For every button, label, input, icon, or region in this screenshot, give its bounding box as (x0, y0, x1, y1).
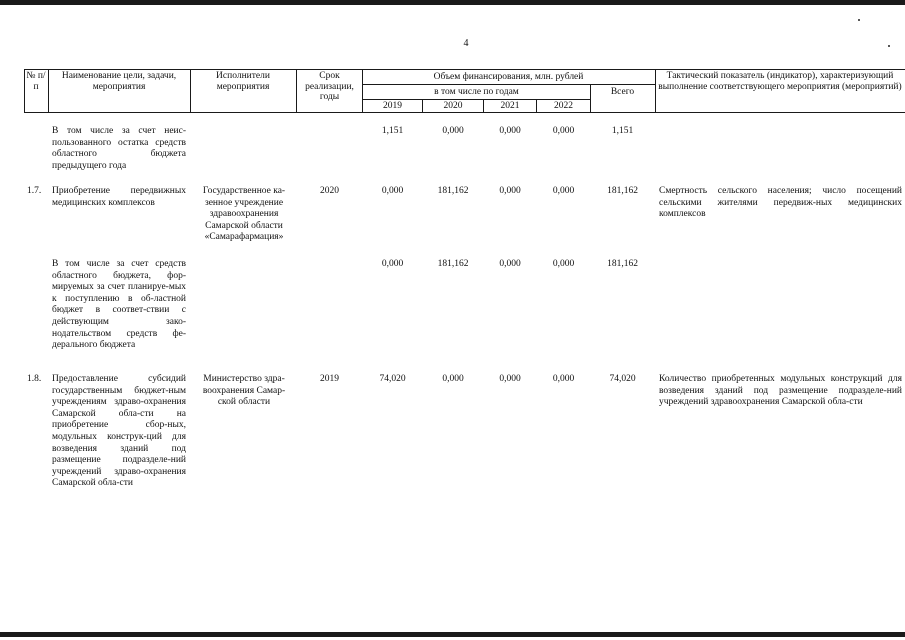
row-total: 181,162 (607, 186, 638, 196)
header-indicator: Тактический показатель (индикатор), характеризующий выполнение соответствующего мероприятия (мероприятий) (658, 71, 902, 92)
row-number: 1.8. (27, 374, 42, 384)
header-term: Срок реализации, годы (305, 71, 354, 102)
row-value-2019: 1,151 (381, 126, 404, 136)
row-value-2020: 181,162 (437, 259, 469, 269)
row-value-2021: 0,000 (499, 186, 521, 196)
row-total: 1,151 (611, 126, 634, 136)
funding-sub-line (362, 84, 655, 85)
page-number: 4 (463, 38, 469, 49)
row-indicator: Количество приобретенных модульных конструкций для возведения зданий под размещение подразделе-ний учреждений здравоохранения Самарской обла-сти (659, 374, 902, 408)
row-value-2020: 0,000 (442, 126, 464, 136)
row-number: 1.7. (27, 186, 42, 196)
row-total: 74,020 (609, 374, 636, 384)
header-bottom-line (24, 112, 905, 113)
row-value-2021: 0,000 (499, 374, 521, 384)
row-total: 181,162 (607, 259, 638, 269)
row-term: 2019 (320, 374, 339, 384)
grid-vline (655, 69, 656, 112)
bottom-border (0, 632, 905, 637)
row-value-2020: 0,000 (442, 374, 464, 384)
row-value-2019: 0,000 (381, 186, 404, 196)
row-executor: Министерство здра-воохранения Самар-ской области (202, 374, 286, 408)
header-year-2019: 2019 (383, 101, 402, 111)
top-border (0, 0, 905, 5)
row-value-2021: 0,000 (499, 126, 521, 136)
row-value-2022: 0,000 (552, 186, 575, 196)
row-name: В том числе за счет средств областного бюджета, фор-мируемых за счет планируе-мых к поступлению в об-ластной бюджет в соответ-ствии с действующим зако-нодательством средств фе-дерального бюджета (52, 259, 186, 351)
header-funding: Объем финансирования, млн. рублей (433, 72, 584, 82)
row-name: Предоставление субсидий государственным бюджет-ным учреждениям здраво-охранения Самарской обла-сти на приобретение сбор-ных, модульных конструк-ций для возведения зданий под размещение подразделе-ний учреждений здраво-охранения Самарской обла-сти (52, 374, 186, 489)
grid-vline (48, 69, 49, 112)
row-value-2022: 0,000 (552, 374, 575, 384)
row-term: 2020 (320, 186, 339, 196)
header-year-2020: 2020 (443, 101, 463, 111)
row-value-2020: 181,162 (437, 186, 469, 196)
grid-vline (296, 69, 297, 112)
header-by-years: в том числе по годам (434, 87, 519, 97)
row-name: В том числе за счет неис-пользованного остатка средств областного бюджета предыдущего года (52, 126, 186, 171)
years-sub-line (362, 99, 590, 100)
header-year-2022: 2022 (554, 101, 573, 111)
header-no: № п/п (26, 71, 46, 92)
row-value-2019: 74,020 (379, 374, 406, 384)
row-indicator: Смертность сельского населения; число посещений сельскими жителями передвиж-ных медицинских комплексов (659, 186, 902, 220)
row-value-2022: 0,000 (552, 259, 575, 269)
header-name: Наименование цели, задачи, мероприятия (61, 71, 177, 92)
row-executor: Государственное ка-зенное учреждение здравоохранения Самарской области «Самарафармация» (202, 186, 286, 243)
table-top-line (24, 69, 905, 70)
grid-vline (190, 69, 191, 112)
scan-speck (858, 19, 860, 21)
header-executors: Исполнители мероприятия (216, 71, 270, 92)
header-total: Всего (610, 87, 635, 97)
row-value-2019: 0,000 (381, 259, 404, 269)
row-name: Приобретение передвижных медицинских комплексов (52, 186, 186, 208)
row-value-2021: 0,000 (499, 259, 521, 269)
row-value-2022: 0,000 (552, 126, 575, 136)
scan-speck (888, 45, 890, 47)
header-year-2021: 2021 (500, 101, 520, 111)
